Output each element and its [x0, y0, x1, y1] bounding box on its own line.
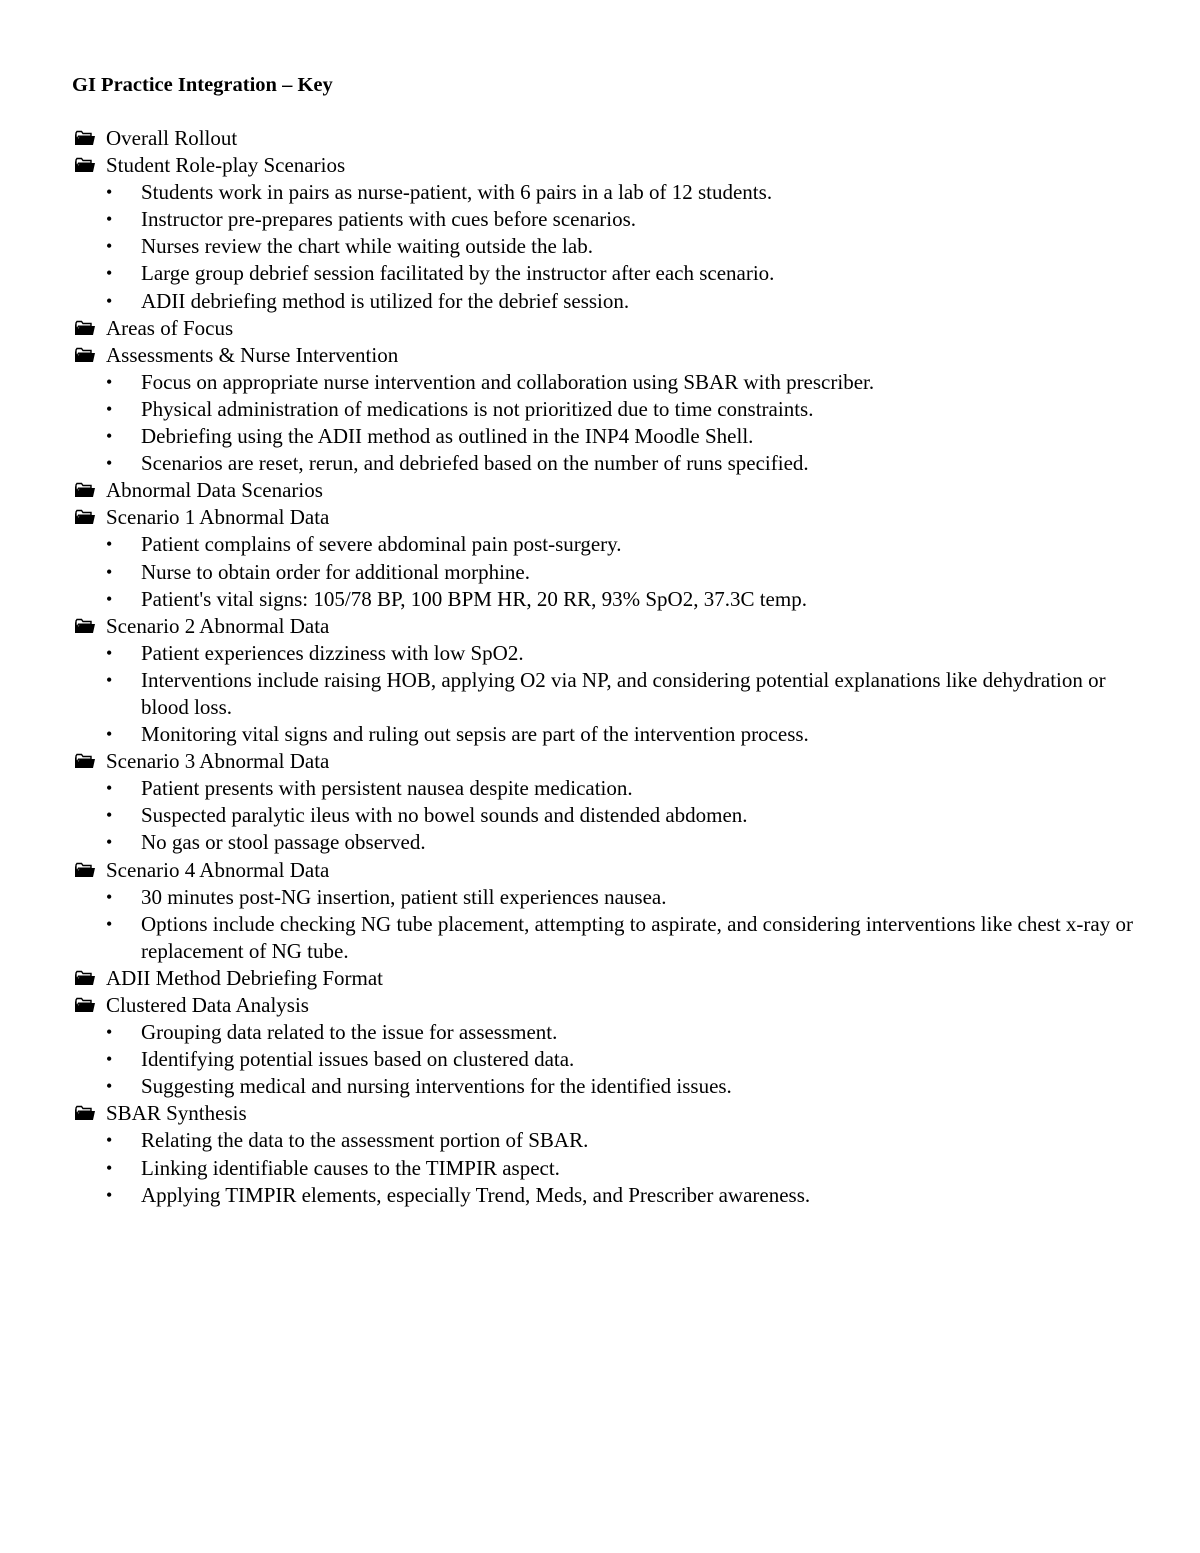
bullet-dot-icon: • — [106, 561, 113, 582]
bullet-text: Patient complains of severe abdominal pain post-surgery. — [141, 532, 622, 557]
bullet-item — [72, 802, 1152, 829]
bullet-text: Focus on appropriate nurse intervention and collaboration using SBAR with prescriber. — [141, 369, 875, 394]
folder-icon — [72, 152, 106, 179]
bullet-item — [72, 423, 1152, 450]
document-title: GI Practice Integration – Key — [72, 74, 333, 96]
section-label: Areas of Focus — [106, 315, 234, 340]
bullet-dot-icon: • — [106, 534, 113, 555]
bullet-dot-icon: • — [106, 832, 113, 853]
section-heading — [72, 1100, 1152, 1127]
section-label: Clustered Data Analysis — [106, 993, 309, 1017]
section-label: Overall Rollout — [106, 126, 238, 150]
section-label: ADII Method Debriefing Format — [106, 965, 384, 990]
bullet-dot-icon: • — [106, 290, 113, 311]
bullet-dot-icon: • — [106, 778, 113, 799]
bullet-item — [72, 640, 1152, 667]
folder-icon — [72, 342, 106, 369]
section-label: SBAR Synthesis — [106, 1101, 247, 1126]
bullet-dot-icon: • — [106, 642, 113, 663]
bullet-dot-icon: • — [106, 236, 113, 257]
section-heading — [72, 857, 1152, 884]
bullet-text: Grouping data related to the issue for assessment. — [141, 1020, 558, 1045]
bullet-item — [72, 721, 1152, 748]
bullet-text: ADII debriefing method is utilized for the debrief session. — [141, 288, 630, 313]
bullet-list — [72, 179, 1152, 314]
section-item — [72, 613, 1152, 748]
bullet-list — [72, 1019, 1152, 1100]
bullet-text: 30 minutes post-NG insertion, patient still experiences nausea. — [141, 884, 667, 909]
bullet-text: Applying TIMPIR elements, especially Trend, Meds, and Prescriber awareness. — [141, 1182, 811, 1207]
bullet-item — [72, 1127, 1152, 1154]
section-item — [72, 342, 1152, 477]
section-item — [72, 1100, 1152, 1208]
bullet-list — [72, 531, 1152, 612]
bullet-item — [72, 775, 1152, 802]
bullet-text: Patient experiences dizziness with low SpO2. — [141, 640, 524, 665]
bullet-item — [72, 911, 1152, 965]
section-label: Assessments & Nurse Intervention — [106, 342, 399, 367]
bullet-text: Instructor pre-prepares patients with cues before scenarios. — [141, 207, 637, 232]
section-list — [72, 125, 1152, 1209]
bullet-item — [72, 586, 1152, 613]
bullet-list — [72, 775, 1152, 856]
bullet-text: Suspected paralytic ileus with no bowel sounds and distended abdomen. — [141, 803, 748, 828]
bullet-item — [72, 884, 1152, 911]
bullet-text: No gas or stool passage observed. — [141, 830, 426, 855]
bullet-dot-icon: • — [106, 263, 113, 284]
section-heading — [72, 613, 1152, 640]
section-heading — [72, 315, 1152, 342]
bullet-dot-icon: • — [106, 805, 113, 826]
bullet-dot-icon: • — [106, 209, 113, 230]
folder-icon — [72, 748, 106, 775]
bullet-list — [72, 369, 1152, 477]
section-item — [72, 748, 1152, 856]
bullet-dot-icon: • — [106, 1130, 113, 1151]
document-page — [72, 72, 1152, 1209]
section-label: Scenario 1 Abnormal Data — [106, 505, 330, 530]
bullet-list — [72, 1127, 1152, 1208]
folder-icon — [72, 965, 106, 992]
section-label: Scenario 4 Abnormal Data — [106, 857, 330, 882]
folder-icon — [72, 992, 106, 1019]
section-label: Student Role-play Scenarios — [106, 153, 346, 178]
section-item — [72, 125, 1152, 152]
bullet-item — [72, 260, 1152, 287]
bullet-dot-icon: • — [106, 1049, 113, 1070]
bullet-text: Options include checking NG tube placement, attempting to aspirate, and considering interventions like chest x-ray or replacement of NG tube. — [141, 911, 1133, 963]
bullet-dot-icon: • — [106, 182, 113, 203]
bullet-dot-icon: • — [106, 588, 113, 609]
section-item — [72, 504, 1152, 612]
bullet-item — [72, 1073, 1152, 1100]
bullet-dot-icon: • — [106, 913, 113, 934]
bullet-dot-icon: • — [106, 453, 113, 474]
bullet-text: Interventions include raising HOB, applying O2 via NP, and considering potential explanations like dehydration or blood loss. — [141, 667, 1106, 719]
section-item — [72, 992, 1152, 1100]
bullet-item — [72, 1046, 1152, 1073]
bullet-dot-icon: • — [106, 669, 113, 690]
section-heading — [72, 125, 1152, 152]
bullet-item — [72, 1182, 1152, 1209]
bullet-dot-icon: • — [106, 1022, 113, 1043]
folder-icon — [72, 857, 106, 884]
bullet-dot-icon: • — [106, 1157, 113, 1178]
bullet-item — [72, 1155, 1152, 1182]
bullet-text: Students work in pairs as nurse-patient, with 6 pairs in a lab of 12 students. — [141, 180, 773, 205]
section-label: Abnormal Data Scenarios — [106, 478, 323, 503]
folder-icon — [72, 315, 106, 342]
bullet-text: Patient's vital signs: 105/78 BP, 100 BPM HR, 20 RR, 93% SpO2, 37.3C temp. — [141, 586, 807, 611]
folder-icon — [72, 1100, 106, 1127]
bullet-item — [72, 450, 1152, 477]
folder-icon — [72, 504, 106, 531]
bullet-item — [72, 369, 1152, 396]
bullet-item — [72, 288, 1152, 315]
bullet-list — [72, 884, 1152, 965]
bullet-text: Relating the data to the assessment portion of SBAR. — [141, 1128, 589, 1153]
bullet-dot-icon: • — [106, 398, 113, 419]
bullet-text: Identifying potential issues based on clustered data. — [141, 1047, 575, 1072]
bullet-item — [72, 531, 1152, 558]
bullet-text: Patient presents with persistent nausea despite medication. — [141, 776, 633, 801]
bullet-text: Nurses review the chart while waiting outside the lab. — [141, 234, 593, 259]
section-label: Scenario 3 Abnormal Data — [106, 749, 330, 774]
bullet-item — [72, 233, 1152, 260]
section-heading — [72, 152, 1152, 179]
section-heading — [72, 477, 1152, 504]
section-label: Scenario 2 Abnormal Data — [106, 613, 330, 638]
bullet-text: Physical administration of medications is not prioritized due to time constraints. — [141, 396, 814, 421]
section-heading — [72, 992, 1152, 1019]
bullet-text: Suggesting medical and nursing interventions for the identified issues. — [141, 1074, 732, 1099]
bullet-dot-icon: • — [106, 886, 113, 907]
bullet-text: Scenarios are reset, rerun, and debriefed based on the number of runs specified. — [141, 451, 809, 476]
bullet-dot-icon: • — [106, 371, 113, 392]
bullet-item — [72, 667, 1152, 721]
bullet-text: Debriefing using the ADII method as outlined in the INP4 Moodle Shell. — [141, 424, 754, 449]
bullet-dot-icon: • — [106, 1184, 113, 1205]
section-heading — [72, 748, 1152, 775]
bullet-dot-icon: • — [106, 1076, 113, 1097]
section-item — [72, 857, 1152, 965]
folder-icon — [72, 613, 106, 640]
bullet-text: Monitoring vital signs and ruling out sepsis are part of the intervention process. — [141, 722, 809, 747]
bullet-item — [72, 1019, 1152, 1046]
bullet-dot-icon: • — [106, 426, 113, 447]
bullet-item — [72, 829, 1152, 856]
bullet-item — [72, 396, 1152, 423]
bullet-text: Nurse to obtain order for additional morphine. — [141, 559, 530, 584]
bullet-text: Large group debrief session facilitated by the instructor after each scenario. — [141, 261, 775, 286]
bullet-dot-icon: • — [106, 724, 113, 745]
folder-icon — [72, 125, 106, 152]
section-item — [72, 965, 1152, 992]
section-heading — [72, 504, 1152, 531]
bullet-text: Linking identifiable causes to the TIMPIR aspect. — [141, 1155, 560, 1180]
section-heading — [72, 965, 1152, 992]
section-item — [72, 315, 1152, 342]
bullet-item — [72, 179, 1152, 206]
section-item — [72, 477, 1152, 504]
section-heading — [72, 342, 1152, 369]
folder-icon — [72, 477, 106, 504]
bullet-list — [72, 640, 1152, 748]
bullet-item — [72, 559, 1152, 586]
section-item — [72, 152, 1152, 315]
bullet-item — [72, 206, 1152, 233]
